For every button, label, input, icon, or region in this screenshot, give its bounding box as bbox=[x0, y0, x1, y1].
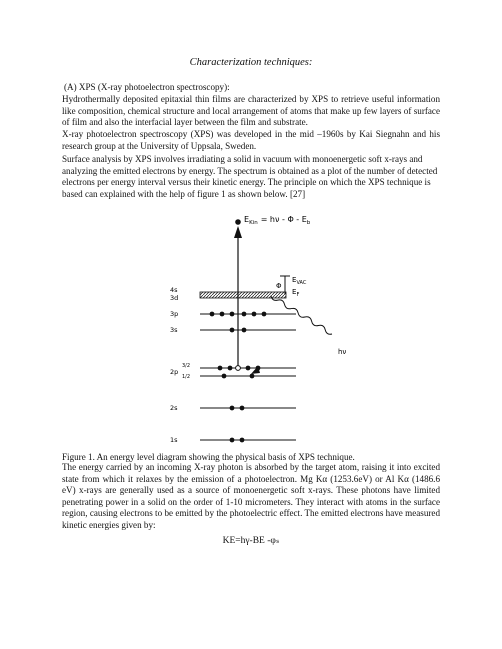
ekin-equation: $E_{Kin} = h\nu - \Phi - E_b$ bbox=[244, 215, 311, 226]
photon-wave bbox=[270, 294, 333, 336]
paragraph-composition: Hydrothermally deposited epitaxial thin films are characterized by XPS to retrieve useful information like composition, chemical structure and local arrangement of atoms that make up few layers of surface of film and also the interfacial layer between the film and substrate. bbox=[62, 94, 440, 128]
emitted-electron bbox=[235, 219, 241, 225]
xps-energy-level-diagram bbox=[152, 208, 384, 448]
figure-caption: Figure 1. An energy level diagram showing the physical basis of XPS technique. bbox=[62, 452, 355, 462]
page-title: Characterization techniques: bbox=[189, 57, 313, 68]
level-4s: 4s bbox=[170, 286, 178, 294]
paragraph-principle: Surface analysis by XPS involves irradiating a solid in vacuum with monoenergetic soft x-rays and analyzing the emitted electrons by energy. The spectrum is obtained as a plot of the number of detected electrons per energy interval versus their kinetic energy. The principle on which the XPS technique is based can explained with the help of figure 1 as shown below. [27] bbox=[62, 154, 438, 199]
level-2p-3-2: 3/2 bbox=[182, 363, 191, 369]
paragraph-history: X-ray photoelectron spectroscopy (XPS) was developed in the mid –1960s by Kai Siegnahn and his research group at the University of Uppsala, Sweden. bbox=[62, 129, 440, 151]
ef-label: $E_F$ bbox=[292, 288, 300, 298]
level-1s: 1s bbox=[170, 436, 178, 444]
arrow-head bbox=[234, 226, 242, 238]
core-hole bbox=[236, 366, 241, 371]
level-2p: 2p bbox=[170, 368, 179, 376]
level-2p-1-2: 1/2 bbox=[182, 374, 191, 380]
evac-label: $E_{VAC}$ bbox=[292, 276, 307, 286]
level-3p: 3p bbox=[170, 310, 179, 318]
paragraph-photon-absorption: The energy carried by an incoming X-ray photon is absorbed by the target atom, raising it into excited state from which it relaxes by the emission of a photoelectron. Mg Kα (1253.6eV) or Al Kα (1486.6 eV) x-rays are generally used as a source of monoenergetic soft x-rays. These photons have limited penetrating power in a solid on the order of 1-10 micrometers. They interact with atoms in the surface region, causing electrons to be emitted by the photoelectric effect. The emitted electrons have measured kinetic energies given by: bbox=[62, 462, 440, 530]
valence-band bbox=[200, 292, 286, 298]
hv-label: hν bbox=[338, 348, 347, 356]
level-3d: 3d bbox=[170, 294, 179, 302]
phi-label: Φ bbox=[276, 282, 282, 290]
section-heading: (A) XPS (X-ray photoelectron spectroscopy): bbox=[64, 82, 230, 92]
level-2s: 2s bbox=[170, 404, 178, 412]
kinetic-energy-equation: KE=hγ-BE -φₛ bbox=[222, 536, 280, 546]
level-3s: 3s bbox=[170, 326, 178, 334]
